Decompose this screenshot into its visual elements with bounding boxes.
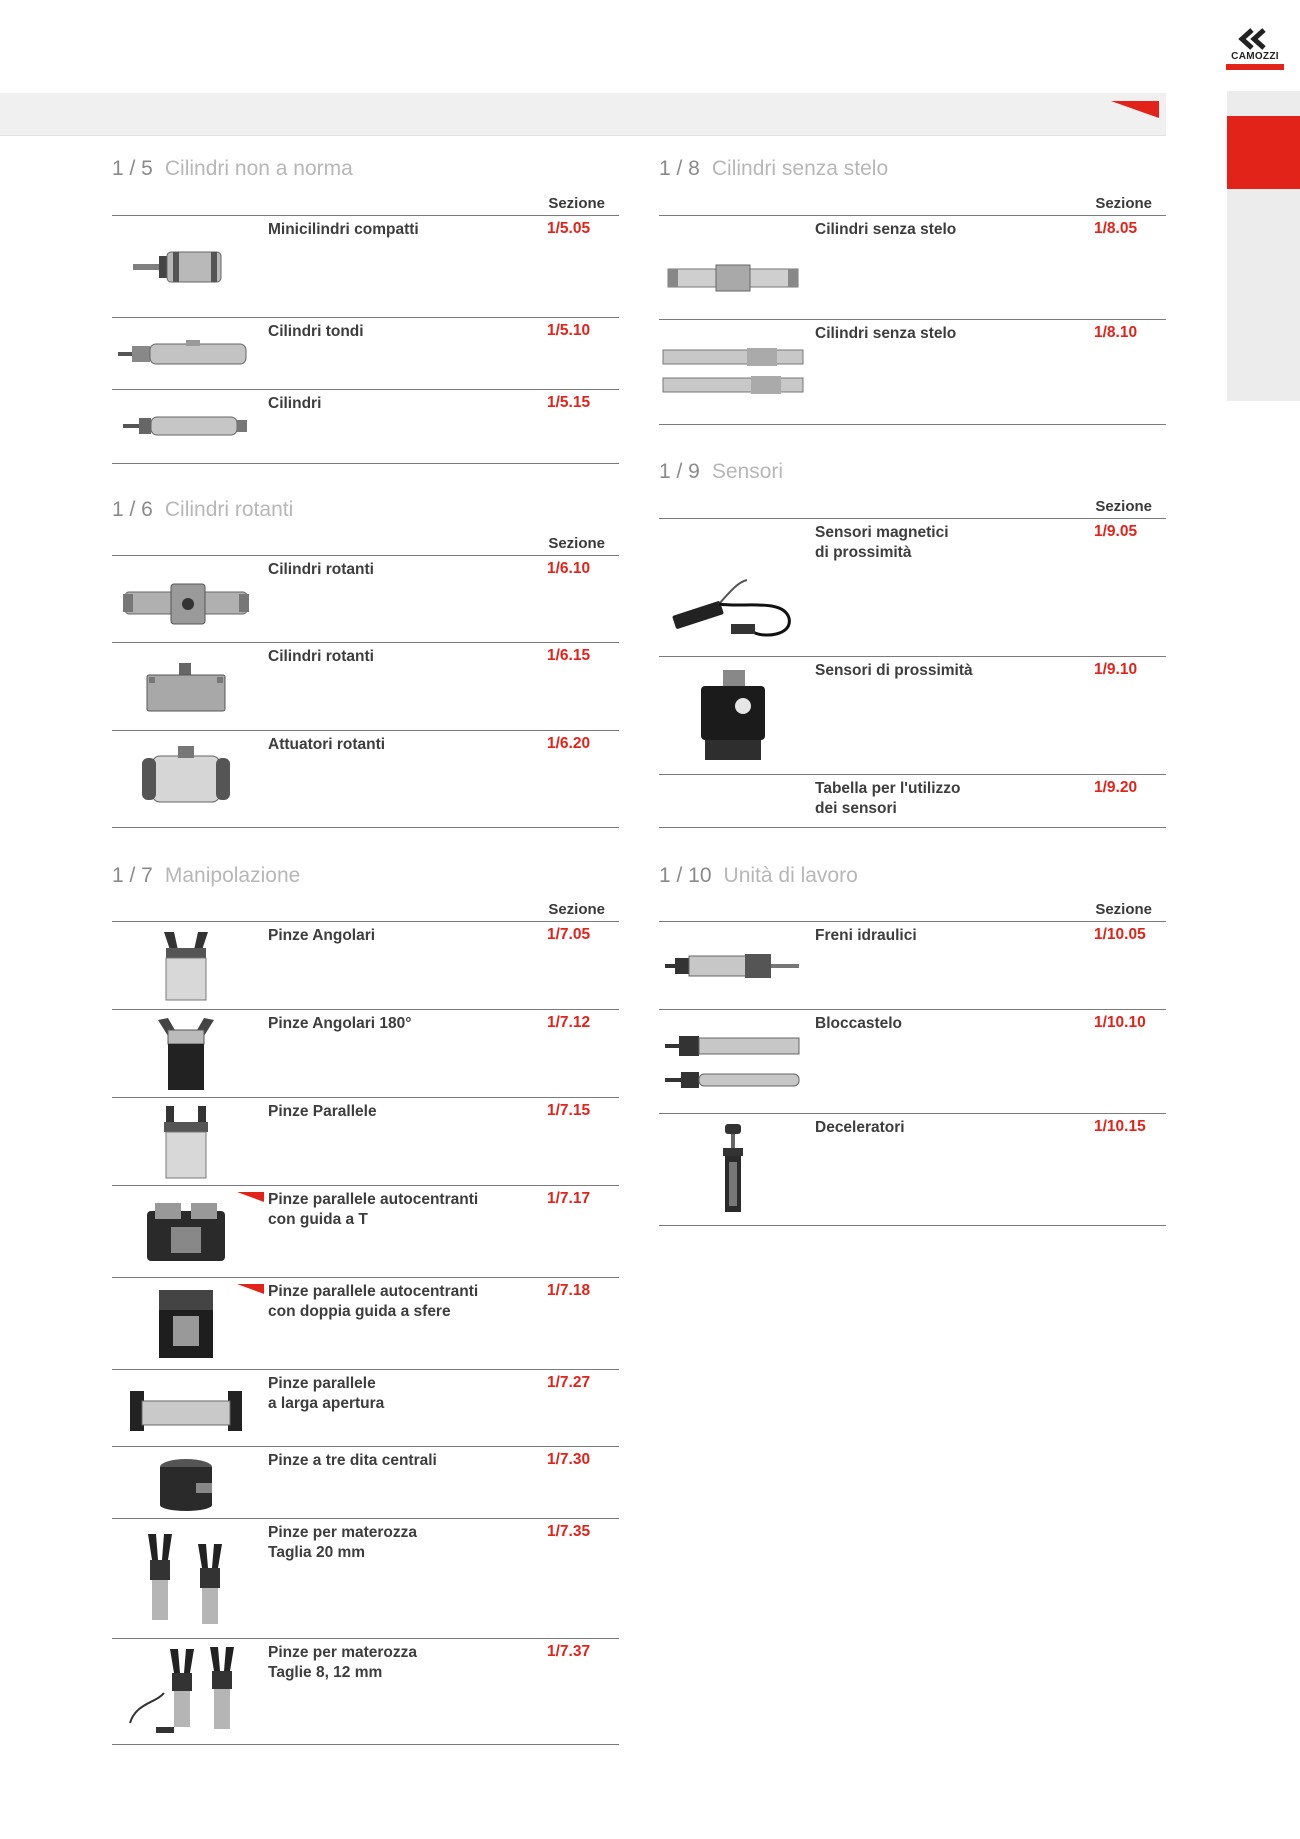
sezione-header: Sezione xyxy=(548,901,605,918)
product-label: Cilindri rotanti xyxy=(268,648,374,665)
logo-red-bar xyxy=(1226,64,1284,70)
sezione-header: Sezione xyxy=(1095,901,1152,918)
rotary-actuator-image xyxy=(112,731,260,827)
section-code-link[interactable]: 1/9.10 xyxy=(1094,661,1138,678)
section-number: 1 / 8 xyxy=(659,157,700,180)
product-label: Deceleratori xyxy=(815,1119,905,1136)
section-number: 1 / 10 xyxy=(659,864,712,887)
label-line-2: Taglie 8, 12 mm xyxy=(268,1664,383,1681)
product-label: Attuatori rotanti xyxy=(268,736,386,753)
section-code-link[interactable]: 1/7.18 xyxy=(547,1282,591,1299)
product-label: Cilindri tondi xyxy=(268,323,364,340)
product-label: Minicilindri compatti xyxy=(268,221,419,238)
section-code-link[interactable]: 1/7.12 xyxy=(547,1014,591,1031)
section-end-rule xyxy=(112,463,619,464)
logo-text: CAMOZZI xyxy=(1231,51,1279,62)
section-code-link[interactable]: 1/7.37 xyxy=(547,1643,591,1660)
product-label xyxy=(268,1374,384,1414)
section-code-link[interactable]: 1/6.10 xyxy=(547,560,591,577)
section-code-link[interactable]: 1/7.27 xyxy=(547,1374,591,1391)
label-line-1: Pinze per materozza xyxy=(268,1644,418,1661)
angular-gripper-180-image xyxy=(112,1010,260,1098)
section-name: Cilindri rotanti xyxy=(164,498,294,521)
parallel-gripper-image xyxy=(112,1098,260,1186)
section-code-link[interactable]: 1/9.20 xyxy=(1094,779,1138,796)
product-label: Cilindri senza stelo xyxy=(815,325,957,342)
sezione-header: Sezione xyxy=(1095,195,1152,212)
product-label: Bloccastelo xyxy=(815,1015,903,1032)
section-code-link[interactable]: 1/10.05 xyxy=(1094,926,1146,943)
angular-gripper-image xyxy=(112,922,260,1010)
label-line-1: Sensori magnetici xyxy=(815,524,949,541)
label-line-2: a larga apertura xyxy=(268,1395,385,1412)
section-1-6 xyxy=(112,498,619,830)
product-row[interactable] xyxy=(112,389,619,462)
product-row[interactable] xyxy=(659,656,1166,775)
sezione-header: Sezione xyxy=(548,195,605,212)
section-name: Unità di lavoro xyxy=(723,864,858,887)
self-centering-gripper-t-image xyxy=(112,1186,260,1278)
proximity-sensor-image xyxy=(659,657,807,775)
product-row[interactable] xyxy=(112,1446,619,1519)
sprue-gripper-20-image xyxy=(112,1519,260,1639)
rotary-cylinder-compact-image xyxy=(112,643,260,731)
shock-absorber-image xyxy=(659,1114,807,1225)
section-code-link[interactable]: 1/8.05 xyxy=(1094,220,1138,237)
rodless-cylinder-pair-image xyxy=(659,320,807,424)
product-label xyxy=(268,1190,478,1230)
section-end-rule xyxy=(659,424,1166,425)
section-title xyxy=(659,157,888,181)
product-row[interactable] xyxy=(112,921,619,1010)
product-label: Pinze Angolari 180° xyxy=(268,1015,412,1032)
sezione-header: Sezione xyxy=(548,535,605,552)
section-code-link[interactable]: 1/6.20 xyxy=(547,735,591,752)
hydraulic-brake-image xyxy=(659,922,807,1010)
section-number: 1 / 9 xyxy=(659,460,700,483)
product-row[interactable] xyxy=(659,1009,1166,1114)
product-row[interactable] xyxy=(659,921,1166,1010)
product-label xyxy=(268,1643,417,1683)
section-title xyxy=(112,157,353,181)
label-line-1: Pinze parallele xyxy=(268,1375,376,1392)
section-code-link[interactable]: 1/7.30 xyxy=(547,1451,591,1468)
sezione-header: Sezione xyxy=(1095,498,1152,515)
product-row[interactable] xyxy=(659,774,1166,827)
product-label xyxy=(268,1282,478,1322)
product-row[interactable] xyxy=(112,1518,619,1639)
section-end-rule xyxy=(112,1744,619,1745)
product-row[interactable] xyxy=(112,555,619,643)
rotary-cylinder-image xyxy=(112,556,260,643)
section-name: Sensori xyxy=(711,460,784,483)
label-line-1: Pinze per materozza xyxy=(268,1524,418,1541)
section-code-link[interactable]: 1/7.17 xyxy=(547,1190,591,1207)
section-code-link[interactable]: 1/5.15 xyxy=(547,394,591,411)
section-1-8 xyxy=(659,157,1166,427)
section-number: 1 / 7 xyxy=(112,864,153,887)
self-centering-gripper-ball-image xyxy=(112,1278,260,1370)
header-band xyxy=(0,93,1166,136)
product-label: Freni idraulici xyxy=(815,927,917,944)
rodless-cylinder-image xyxy=(659,236,807,320)
product-row[interactable] xyxy=(112,1185,619,1278)
label-line-1: Tabella per l'utilizzo xyxy=(815,780,961,797)
product-label: Sensori di prossimità xyxy=(815,662,973,679)
three-finger-gripper-image xyxy=(112,1447,260,1519)
section-end-rule xyxy=(659,827,1166,828)
section-name: Cilindri non a norma xyxy=(164,157,353,180)
mini-cylinder-image xyxy=(112,216,260,318)
product-label xyxy=(815,523,949,563)
rod-lock-image xyxy=(659,1010,807,1114)
section-1-7 xyxy=(112,864,619,1748)
section-code-link[interactable]: 1/8.10 xyxy=(1094,324,1138,341)
section-title xyxy=(659,460,783,484)
product-label: Pinze Parallele xyxy=(268,1103,377,1120)
side-tab-active-marker xyxy=(1227,116,1300,189)
label-line-1: Pinze parallele autocentranti xyxy=(268,1283,479,1300)
camozzi-mark-icon xyxy=(1238,28,1272,50)
product-row[interactable] xyxy=(659,215,1166,320)
section-code-link[interactable]: 1/10.15 xyxy=(1094,1118,1146,1135)
product-row[interactable] xyxy=(112,1097,619,1186)
label-line-2: Taglia 20 mm xyxy=(268,1544,366,1561)
magnetic-sensor-image xyxy=(659,569,807,657)
section-end-rule xyxy=(112,827,619,828)
section-code-link[interactable]: 1/7.35 xyxy=(547,1523,591,1540)
product-row[interactable] xyxy=(112,215,619,318)
product-row[interactable] xyxy=(112,1277,619,1370)
section-1-10 xyxy=(659,864,1166,1228)
product-row[interactable] xyxy=(112,1369,619,1447)
section-title xyxy=(112,498,293,522)
product-label: Cilindri rotanti xyxy=(268,561,374,578)
product-label xyxy=(815,779,961,819)
section-name: Cilindri senza stelo xyxy=(711,157,889,180)
product-label: Pinze Angolari xyxy=(268,927,376,944)
section-code-link[interactable]: 1/7.15 xyxy=(547,1102,591,1119)
section-title xyxy=(659,864,858,888)
section-end-rule xyxy=(659,1225,1166,1226)
side-tab[interactable] xyxy=(1227,91,1300,401)
section-code-link[interactable]: 1/6.15 xyxy=(547,647,591,664)
label-line-2: con doppia guida a sfere xyxy=(268,1303,451,1320)
section-code-link[interactable]: 1/9.05 xyxy=(1094,523,1138,540)
section-code-link[interactable]: 1/10.10 xyxy=(1094,1014,1146,1031)
section-1-9 xyxy=(659,460,1166,830)
product-row[interactable] xyxy=(112,317,619,390)
product-label: Cilindri senza stelo xyxy=(815,221,957,238)
product-row[interactable] xyxy=(112,730,619,827)
camozzi-logo xyxy=(1226,28,1284,70)
section-1-5 xyxy=(112,157,619,465)
red-corner-flag-icon xyxy=(1111,101,1159,118)
product-row[interactable] xyxy=(659,1113,1166,1225)
section-code-link[interactable]: 1/7.05 xyxy=(547,926,591,943)
round-cylinder-image xyxy=(112,318,260,390)
section-name: Manipolazione xyxy=(164,864,301,887)
label-line-1: Pinze parallele autocentranti xyxy=(268,1191,479,1208)
cylinder-image xyxy=(112,390,260,462)
section-code-link[interactable]: 1/5.10 xyxy=(547,322,591,339)
sprue-gripper-8-12-image xyxy=(112,1639,260,1745)
label-line-2: con guida a T xyxy=(268,1211,368,1228)
product-row[interactable] xyxy=(659,319,1166,424)
section-number: 1 / 5 xyxy=(112,157,153,180)
product-label xyxy=(268,1523,417,1563)
product-row[interactable] xyxy=(659,518,1166,657)
product-label: Cilindri xyxy=(268,395,322,412)
label-line-2: dei sensori xyxy=(815,800,897,817)
product-row[interactable] xyxy=(112,1638,619,1745)
section-number: 1 / 6 xyxy=(112,498,153,521)
product-label: Pinze a tre dita centrali xyxy=(268,1452,437,1469)
product-row[interactable] xyxy=(112,642,619,731)
section-title xyxy=(112,864,300,888)
product-row[interactable] xyxy=(112,1009,619,1098)
section-code-link[interactable]: 1/5.05 xyxy=(547,220,591,237)
label-line-2: di prossimità xyxy=(815,544,912,561)
wide-opening-gripper-image xyxy=(112,1370,260,1447)
